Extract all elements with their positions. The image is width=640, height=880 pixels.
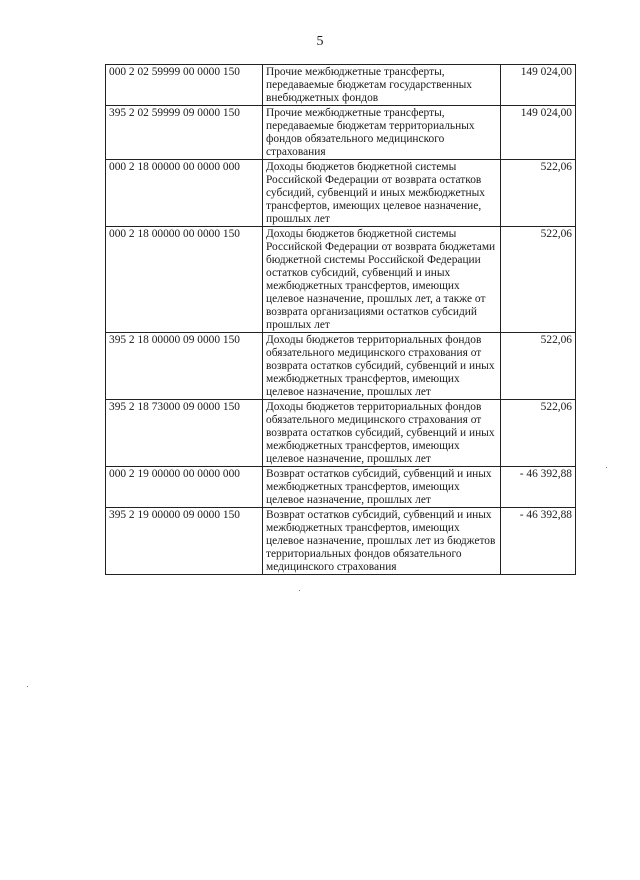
table-row (106, 508, 576, 575)
revenue-name: Доходы бюджетов территориальных фондов обязательного медицинского страхования от возврата остатков субсидий, субвенций и иных межбюджетных трансфертов, имеющих целевое назначение, прошлых лет (263, 400, 501, 467)
table-row (106, 333, 576, 400)
amount: - 46 392,88 (501, 508, 576, 575)
revenue-name: Возврат остатков субсидий, субвенций и иных межбюджетных трансфертов, имеющих целевое назначение, прошлых лет (263, 467, 501, 508)
classification-code: 395 2 18 73000 09 0000 150 (106, 400, 263, 467)
classification-code: 395 2 19 00000 09 0000 150 (106, 508, 263, 575)
page-number: 5 (316, 34, 324, 49)
budget-revenue-table (105, 64, 576, 575)
classification-code: 395 2 02 59999 09 0000 150 (106, 106, 263, 160)
classification-code: 000 2 19 00000 00 0000 000 (106, 467, 263, 508)
amount: 149 024,00 (501, 106, 576, 160)
amount: 149 024,00 (501, 65, 576, 106)
classification-code: 000 2 18 00000 00 0000 150 (106, 227, 263, 333)
amount: 522,06 (501, 333, 576, 400)
revenue-name: Возврат остатков субсидий, субвенций и иных межбюджетных трансфертов, имеющих целевое назначение, прошлых лет из бюджетов территориальных фондов обязательного медицинского страхования (263, 508, 501, 575)
table-row (106, 65, 576, 106)
revenue-name: Доходы бюджетов бюджетной системы Российской Федерации от возврата бюджетами бюджетной системы Российской Федерации остатков субсидий, субвенций и иных межбюджетных трансфертов, имеющих целевое назначение, прошлых лет, а также от возврата организациями остатков субсидий прошлых лет (263, 227, 501, 333)
scan-speck (27, 686, 28, 687)
amount: 522,06 (501, 400, 576, 467)
revenue-name: Прочие межбюджетные трансферты, передаваемые бюджетам территориальных фондов обязательного медицинского страхования (263, 106, 501, 160)
table-row (106, 227, 576, 333)
revenue-name: Доходы бюджетов бюджетной системы Российской Федерации от возврата остатков субсидий, субвенций и иных межбюджетных трансфертов, имеющих целевое назначение, прошлых лет (263, 160, 501, 227)
table-row (106, 400, 576, 467)
table-row (106, 160, 576, 227)
amount: 522,06 (501, 227, 576, 333)
revenue-name: Доходы бюджетов территориальных фондов обязательного медицинского страхования от возврата остатков субсидий, субвенций и иных межбюджетных трансфертов, имеющих целевое назначение, прошлых лет (263, 333, 501, 400)
classification-code: 395 2 18 00000 09 0000 150 (106, 333, 263, 400)
scan-speck (606, 467, 607, 468)
classification-code: 000 2 02 59999 00 0000 150 (106, 65, 263, 106)
amount: 522,06 (501, 160, 576, 227)
revenue-name: Прочие межбюджетные трансферты, передаваемые бюджетам государственных внебюджетных фондов (263, 65, 501, 106)
scan-speck (299, 590, 300, 591)
table-row (106, 106, 576, 160)
classification-code: 000 2 18 00000 00 0000 000 (106, 160, 263, 227)
amount: - 46 392,88 (501, 467, 576, 508)
table-row (106, 467, 576, 508)
